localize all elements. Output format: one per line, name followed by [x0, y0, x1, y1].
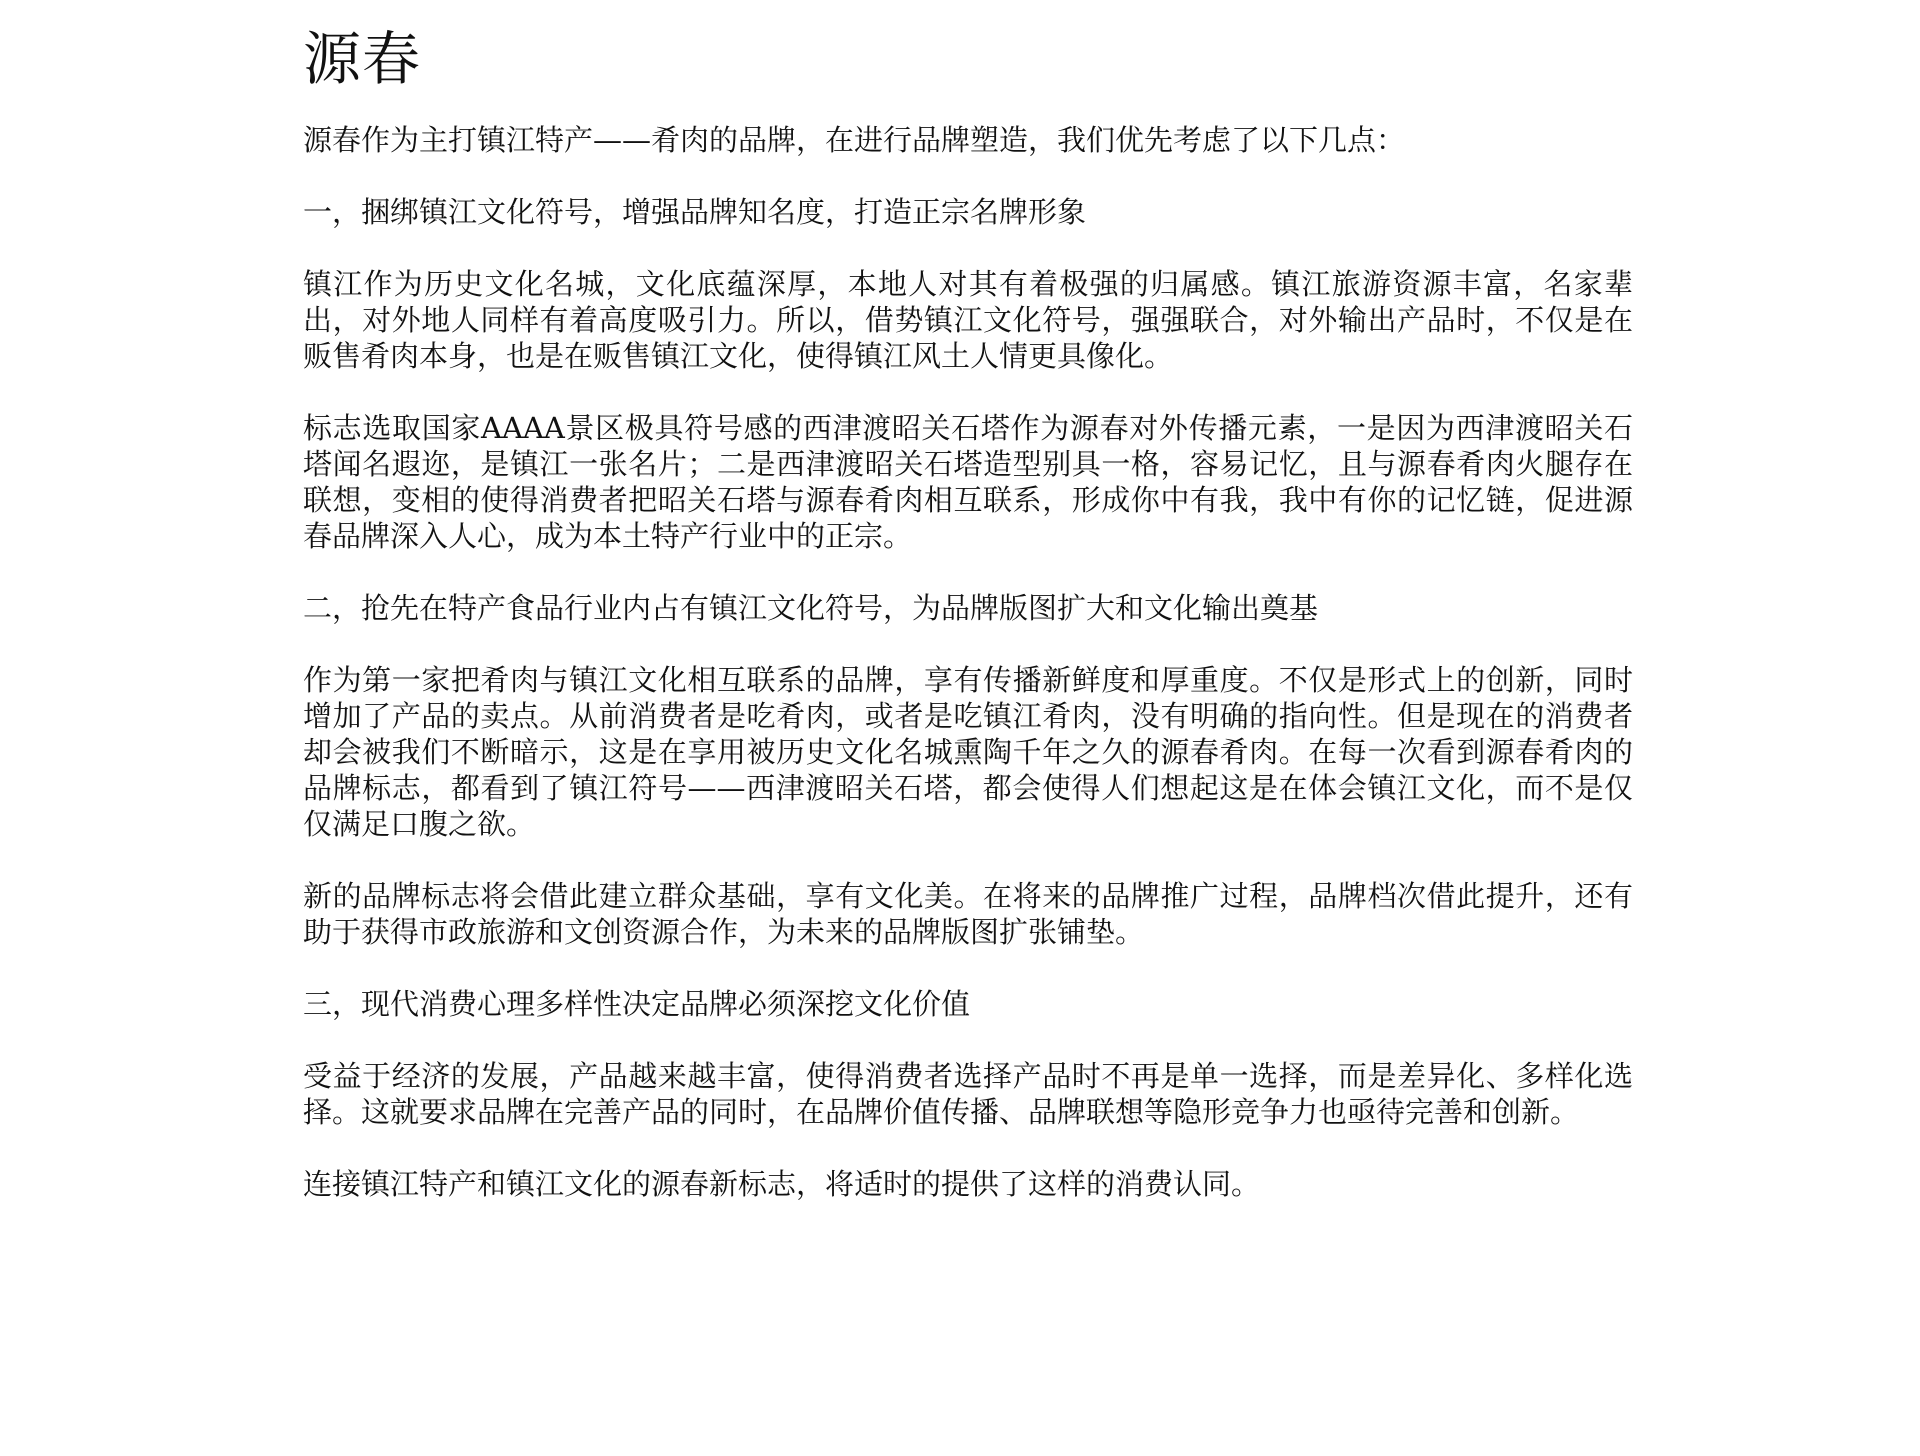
section-heading-1: 一，捆绑镇江文化符号，增强品牌知名度，打造正宗名牌形象: [303, 195, 1087, 229]
section-heading-3: 三，现代消费心理多样性决定品牌必须深挖文化价值: [303, 987, 971, 1021]
intro-paragraph: 源春作为主打镇江特产——肴肉的品牌，在进行品牌塑造，我们优先考虑了以下几点：: [303, 123, 1406, 157]
body-paragraph: 标志选取国家AAAA景区极具符号感的西津渡昭关石塔作为源春对外传播元素，一是因为西津渡昭关石塔闻名遐迩，是镇江一张名片；二是西津渡昭关石塔造型别具一格，容易记忆，且与源春肴肉火腿存在联想，变相的使得消费者把昭关石塔与源春肴肉相互联系，形成你中有我，我中有你的记忆链，促进源春品牌深入人心，成为本土特产行业中的正宗。: [303, 411, 1633, 553]
closing-paragraph: 连接镇江特产和镇江文化的源春新标志，将适时的提供了这样的消费认同。: [303, 1167, 1261, 1201]
page-title: 源春: [303, 25, 422, 93]
body-paragraph: 作为第一家把肴肉与镇江文化相互联系的品牌，享有传播新鲜度和厚重度。不仅是形式上的创新，同时增加了产品的卖点。从前消费者是吃肴肉，或者是吃镇江肴肉，没有明确的指向性。但是现在的消费者却会被我们不断暗示，这是在享用被历史文化名城熏陶千年之久的源春肴肉。在每一次看到源春肴肉的品牌标志，都看到了镇江符号——西津渡昭关石塔，都会使得人们想起这是在体会镇江文化，而不是仅仅满足口腹之欲。: [303, 663, 1633, 841]
body-paragraph: 新的品牌标志将会借此建立群众基础，享有文化美。在将来的品牌推广过程，品牌档次借此提升，还有助于获得市政旅游和文创资源合作，为未来的品牌版图扩张铺垫。: [303, 879, 1633, 949]
body-paragraph: 镇江作为历史文化名城，文化底蕴深厚，本地人对其有着极强的归属感。镇江旅游资源丰富，名家辈出，对外地人同样有着高度吸引力。所以，借势镇江文化符号，强强联合，对外输出产品时，不仅是在贩售肴肉本身，也是在贩售镇江文化，使得镇江风土人情更具像化。: [303, 267, 1633, 373]
body-paragraph: 受益于经济的发展，产品越来越丰富，使得消费者选择产品时不再是单一选择，而是差异化、多样化选择。这就要求品牌在完善产品的同时，在品牌价值传播、品牌联想等隐形竞争力也亟待完善和创新。: [303, 1059, 1633, 1129]
section-heading-2: 二，抢先在特产食品行业内占有镇江文化符号，为品牌版图扩大和文化输出奠基: [303, 591, 1319, 625]
document-page: [303, 26, 1633, 1238]
